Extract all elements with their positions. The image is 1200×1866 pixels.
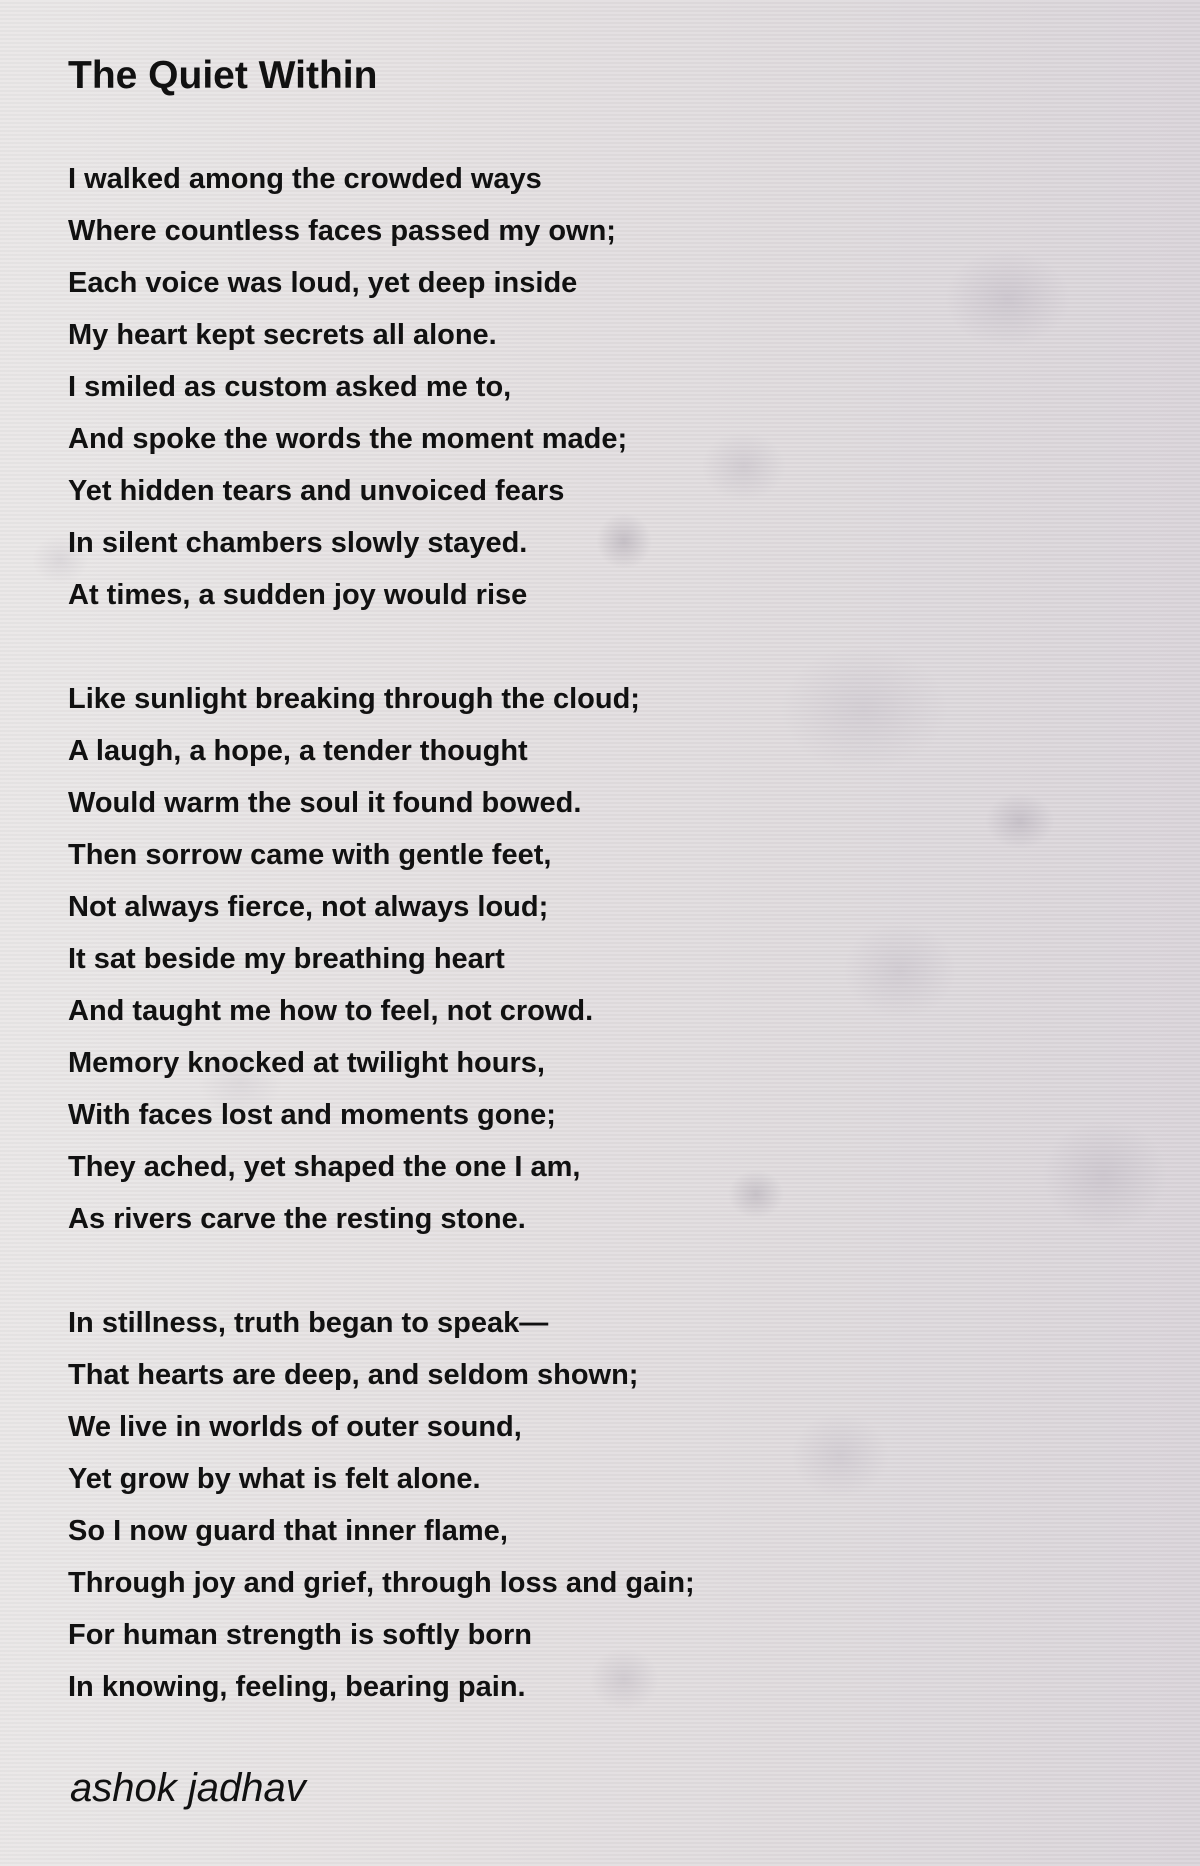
- stanza-3: [68, 1297, 1128, 1713]
- poem-line: Not always fierce, not always loud;: [68, 891, 549, 923]
- poem-line: In silent chambers slowly stayed.: [68, 527, 528, 559]
- poem-line: Then sorrow came with gentle feet,: [68, 839, 552, 871]
- poem-line: In knowing, feeling, bearing pain.: [68, 1671, 526, 1703]
- poem-line: And taught me how to feel, not crowd.: [68, 995, 594, 1027]
- poem-line: And spoke the words the moment made;: [68, 423, 628, 455]
- poem-line: Where countless faces passed my own;: [68, 215, 616, 247]
- poem-line: Each voice was loud, yet deep inside: [68, 267, 578, 299]
- poem-line: It sat beside my breathing heart: [68, 943, 505, 975]
- poem-line: So I now guard that inner flame,: [68, 1515, 508, 1547]
- poem-line: We live in worlds of outer sound,: [68, 1411, 522, 1443]
- poem-line: With faces lost and moments gone;: [68, 1099, 556, 1131]
- poem-line: Would warm the soul it found bowed.: [68, 787, 582, 819]
- poem-line: As rivers carve the resting stone.: [68, 1203, 526, 1235]
- poem-line: Yet grow by what is felt alone.: [68, 1463, 481, 1495]
- poem-line: At times, a sudden joy would rise: [68, 579, 528, 611]
- poem: [68, 0, 1128, 1765]
- poem-author: ashok jadhav: [70, 1766, 306, 1810]
- poem-body: [68, 153, 1128, 1713]
- poem-line: Yet hidden tears and unvoiced fears: [68, 475, 565, 507]
- poem-line: They ached, yet shaped the one I am,: [68, 1151, 581, 1183]
- poem-line: Through joy and grief, through loss and gain;: [68, 1567, 695, 1599]
- poem-line: I smiled as custom asked me to,: [68, 371, 512, 403]
- poem-line: Memory knocked at twilight hours,: [68, 1047, 545, 1079]
- poem-line: My heart kept secrets all alone.: [68, 319, 497, 351]
- poem-line: I walked among the crowded ways: [68, 163, 542, 195]
- poem-line: For human strength is softly born: [68, 1619, 533, 1651]
- poem-line: Like sunlight breaking through the cloud;: [68, 683, 640, 715]
- poem-line: In stillness, truth began to speak—: [68, 1307, 549, 1339]
- stanza-1: [68, 153, 1128, 621]
- poem-title: The Quiet Within: [68, 54, 378, 97]
- poem-line: That hearts are deep, and seldom shown;: [68, 1359, 639, 1391]
- poem-line: A laugh, a hope, a tender thought: [68, 735, 528, 767]
- stanza-2: [68, 673, 1128, 1245]
